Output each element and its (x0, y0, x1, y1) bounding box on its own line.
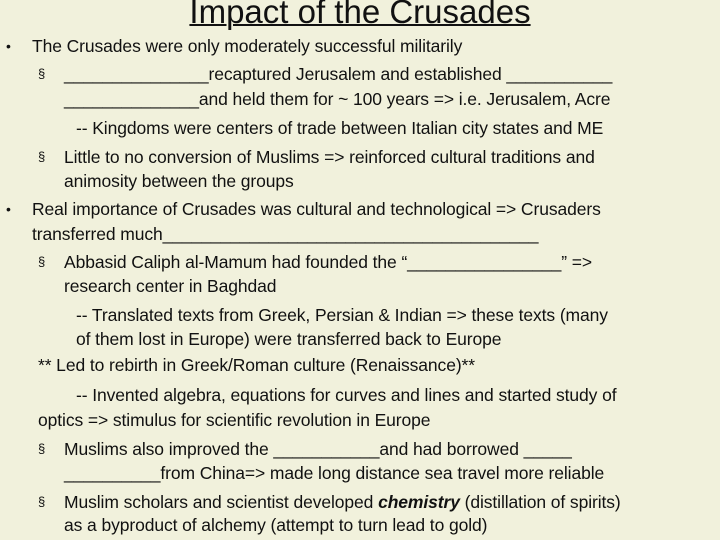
sub-bullet-marker: § (38, 149, 46, 164)
text-line: __________from China=> made long distance sea travel more reliable (64, 463, 605, 483)
text-line: as a byproduct of alchemy (attempt to turn lead to gold) (64, 515, 488, 535)
bullet-marker: • (6, 38, 11, 54)
text-line: Abbasid Caliph al-Mamum had founded the “________________” => (64, 252, 593, 272)
text-line: -- Invented algebra, equations for curves and lines and started study of (76, 385, 617, 405)
text-line: research center in Baghdad (64, 276, 277, 296)
text-line: animosity between the groups (64, 171, 294, 191)
text-line: optics => stimulus for scientific revolution in Europe (38, 410, 431, 430)
sub-bullet-marker: § (38, 441, 46, 456)
text-line: Muslims also improved the ___________and had borrowed _____ (64, 439, 572, 459)
text-line: ______________and held them for ~ 100 years => i.e. Jerusalem, Acre (64, 89, 611, 109)
sub-bullet-marker: § (38, 254, 46, 269)
text-line: transferred much_______________________________________ (32, 224, 539, 244)
sub-bullet-marker: § (38, 66, 46, 81)
text-line: of them lost in Europe) were transferred back to Europe (76, 329, 502, 349)
emphasized-term: chemistry (378, 492, 460, 512)
text-line: ** Led to rebirth in Greek/Roman culture (Renaissance)** (38, 355, 475, 375)
text-line: The Crusades were only moderately successful militarily (32, 36, 463, 56)
text-run: (distillation of spirits) (459, 492, 621, 512)
text-line: Real importance of Crusades was cultural and technological => Crusaders (32, 199, 601, 219)
text-line (64, 491, 621, 513)
text-run: Muslim scholars and scientist developed (64, 492, 379, 512)
text-line: _______________recaptured Jerusalem and established ___________ (64, 64, 613, 84)
bullet-marker: • (6, 201, 11, 217)
text-line: -- Kingdoms were centers of trade between Italian city states and ME (76, 118, 604, 138)
slide-title: Impact of the Crusades (189, 0, 531, 30)
text-line: -- Translated texts from Greek, Persian & Indian => these texts (many (76, 305, 608, 325)
sub-bullet-marker: § (38, 494, 46, 509)
text-line: Little to no conversion of Muslims => reinforced cultural traditions and (64, 147, 595, 167)
